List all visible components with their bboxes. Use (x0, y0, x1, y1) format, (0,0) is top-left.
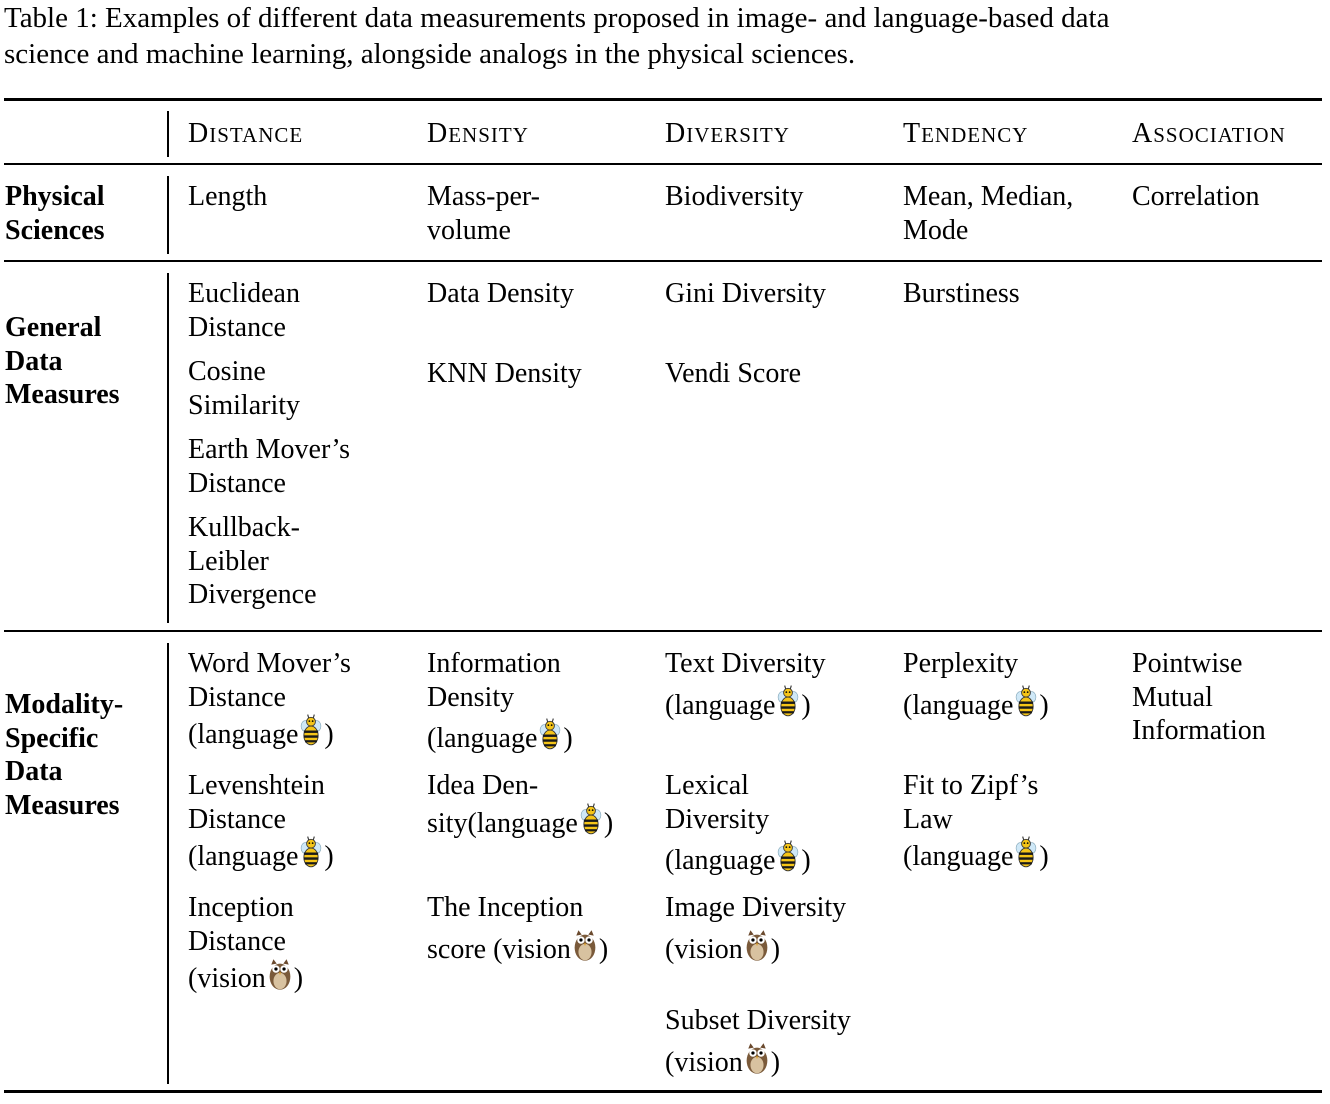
cell-physical-diversity: Biodiversity (665, 181, 804, 212)
cell-modality-perplexity: Perplexity (language ) (903, 648, 1049, 721)
bee-icon (777, 840, 799, 873)
cell-general-tendency: Burstiness (903, 278, 1020, 309)
list-item: Cosine Similarity (188, 356, 300, 421)
cell-modality-information-density: Information Density (language ) (427, 648, 573, 754)
row-label-general-data-measures: General Data Measures (5, 312, 120, 410)
header-density: DENSITY (427, 118, 529, 149)
bee-icon (777, 685, 799, 718)
caption-line-1: Table 1: Examples of different data measurements proposed in image- and language-based data (4, 2, 1110, 34)
row-label-physical-sciences: Physical Sciences (5, 181, 105, 246)
list-item: Kullback- Leibler Divergence (188, 512, 317, 610)
cell-general-density-knn: KNN Density (427, 358, 582, 389)
cell-general-diversity-vendi: Vendi Score (665, 358, 802, 389)
cell-general-density: Data Density (427, 278, 574, 309)
cell-modality-text-diversity: Text Diversity (language ) (665, 648, 826, 721)
cell-physical-association: Correlation (1132, 181, 1260, 212)
cell-modality-lexical-diversity: Lexical Diversity (language ) (665, 770, 811, 876)
header-diversity: DIVERSITY (665, 118, 790, 149)
owl-icon (573, 929, 597, 962)
list-item: Euclidean Distance (188, 278, 300, 343)
table-caption (4, 0, 1326, 72)
owl-icon (745, 1042, 769, 1075)
cell-modality-idea-density: Idea Den- sity(language ) (427, 770, 614, 839)
vertical-rule (167, 643, 169, 1084)
cell-physical-distance: Length (188, 181, 268, 212)
bee-icon (580, 803, 602, 836)
owl-icon (268, 958, 292, 991)
bee-icon (1015, 836, 1037, 869)
vertical-rule (167, 273, 169, 623)
cell-physical-density: Mass-per- volume (427, 181, 540, 246)
header-rule (4, 163, 1322, 165)
bee-icon (1015, 685, 1037, 718)
vertical-rule (167, 111, 169, 157)
header-tendency: TENDENCY (903, 118, 1029, 149)
cell-general-distance (188, 277, 350, 612)
cell-modality-zipf: Fit to Zipf’s Law (language ) (903, 770, 1049, 872)
cell-physical-tendency: Mean, Median, Mode (903, 181, 1074, 246)
bee-icon (300, 836, 322, 869)
cell-modality-inception-distance: Inception Distance (vision ) (188, 892, 304, 994)
cell-modality-image-diversity: Image Diversity (vision ) (665, 892, 847, 965)
caption-line-2: science and machine learning, alongside analogs in the physical sciences. (4, 38, 856, 70)
cell-general-diversity: Gini Diversity (665, 278, 826, 309)
owl-icon (745, 929, 769, 962)
row-label-modality-specific: Modality- Specific Data Measures (5, 689, 124, 821)
bee-icon (300, 714, 322, 747)
cell-modality-pmi: Pointwise Mutual Information (1132, 648, 1266, 746)
bee-icon (539, 718, 561, 751)
cell-modality-inception-score: The Inception score (vision ) (427, 892, 609, 965)
general-rule (4, 630, 1322, 632)
header-distance: DISTANCE (188, 118, 304, 149)
vertical-rule (167, 176, 169, 254)
header-association: ASSOCIATION (1132, 118, 1286, 149)
cell-modality-levenshtein: Levenshtein Distance (language ) (188, 770, 334, 872)
list-item: Earth Mover’s Distance (188, 434, 350, 499)
cell-modality-subset-diversity: Subset Diversity (vision ) (665, 1005, 851, 1078)
bottom-rule (4, 1090, 1322, 1093)
physical-rule (4, 260, 1322, 262)
top-rule (4, 98, 1322, 101)
cell-modality-word-movers: Word Mover’s Distance (language ) (188, 648, 351, 750)
